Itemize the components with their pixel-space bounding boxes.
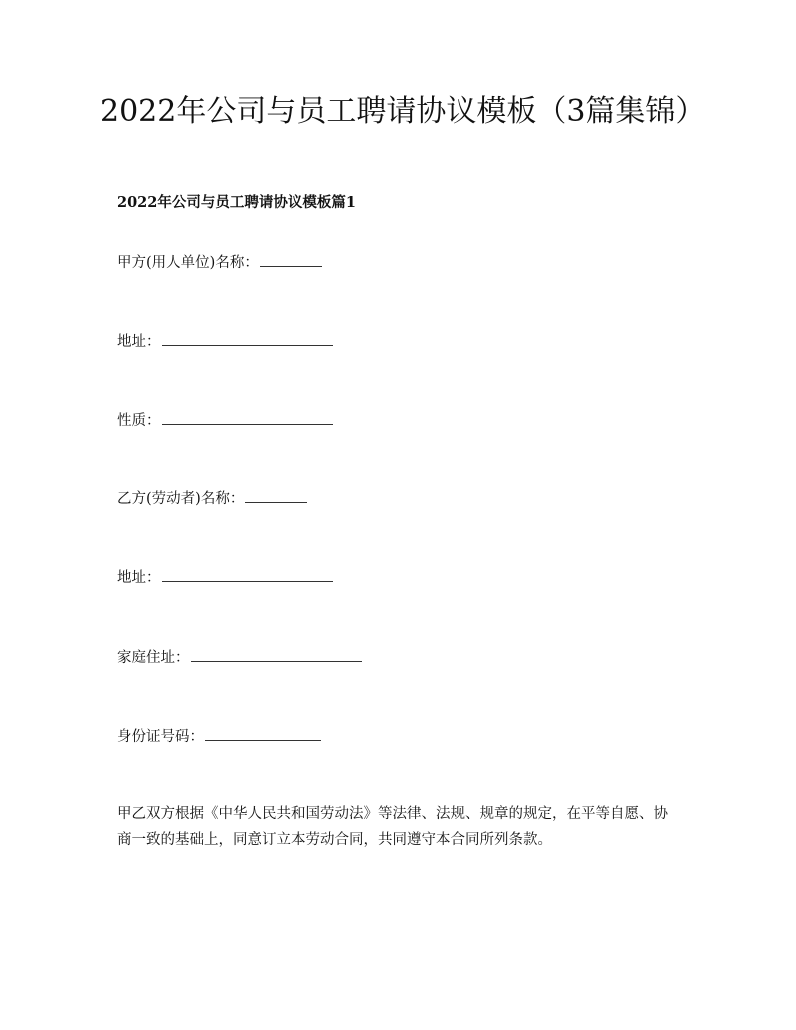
field-id-number (117, 726, 321, 748)
fill-in-blank[interactable] (205, 726, 321, 741)
field-label: 乙方(劳动者)名称： (117, 491, 245, 507)
field-employer-nature (117, 410, 333, 432)
field-employee-address (117, 567, 333, 589)
agreement-intro-paragraph: 甲乙双方根据《中华人民共和国劳动法》等法律、法规、规章的规定，在平等自愿、协商一致的基础上，同意订立本劳动合同，共同遵守本合同所列条款。 (117, 806, 668, 848)
fill-in-blank[interactable] (162, 410, 333, 425)
document-title: 2022年公司与员工聘请协议模板（3篇集锦） (100, 94, 706, 129)
field-employer-name (117, 252, 322, 274)
field-label: 家庭住址： (117, 650, 190, 666)
field-employee-name (117, 488, 307, 510)
field-label: 地址： (117, 334, 161, 350)
field-label: 甲方(用人单位)名称： (117, 255, 259, 271)
fill-in-blank[interactable] (245, 488, 307, 503)
fill-in-blank[interactable] (260, 252, 322, 267)
fill-in-blank[interactable] (191, 647, 362, 662)
fill-in-blank[interactable] (162, 331, 333, 346)
field-label: 性质： (117, 413, 161, 429)
field-label: 身份证号码： (117, 729, 204, 745)
fill-in-blank[interactable] (162, 567, 333, 582)
field-home-address (117, 647, 362, 669)
field-employer-address (117, 331, 333, 353)
section-heading: 2022年公司与员工聘请协议模板篇1 (117, 194, 356, 211)
field-label: 地址： (117, 570, 161, 586)
